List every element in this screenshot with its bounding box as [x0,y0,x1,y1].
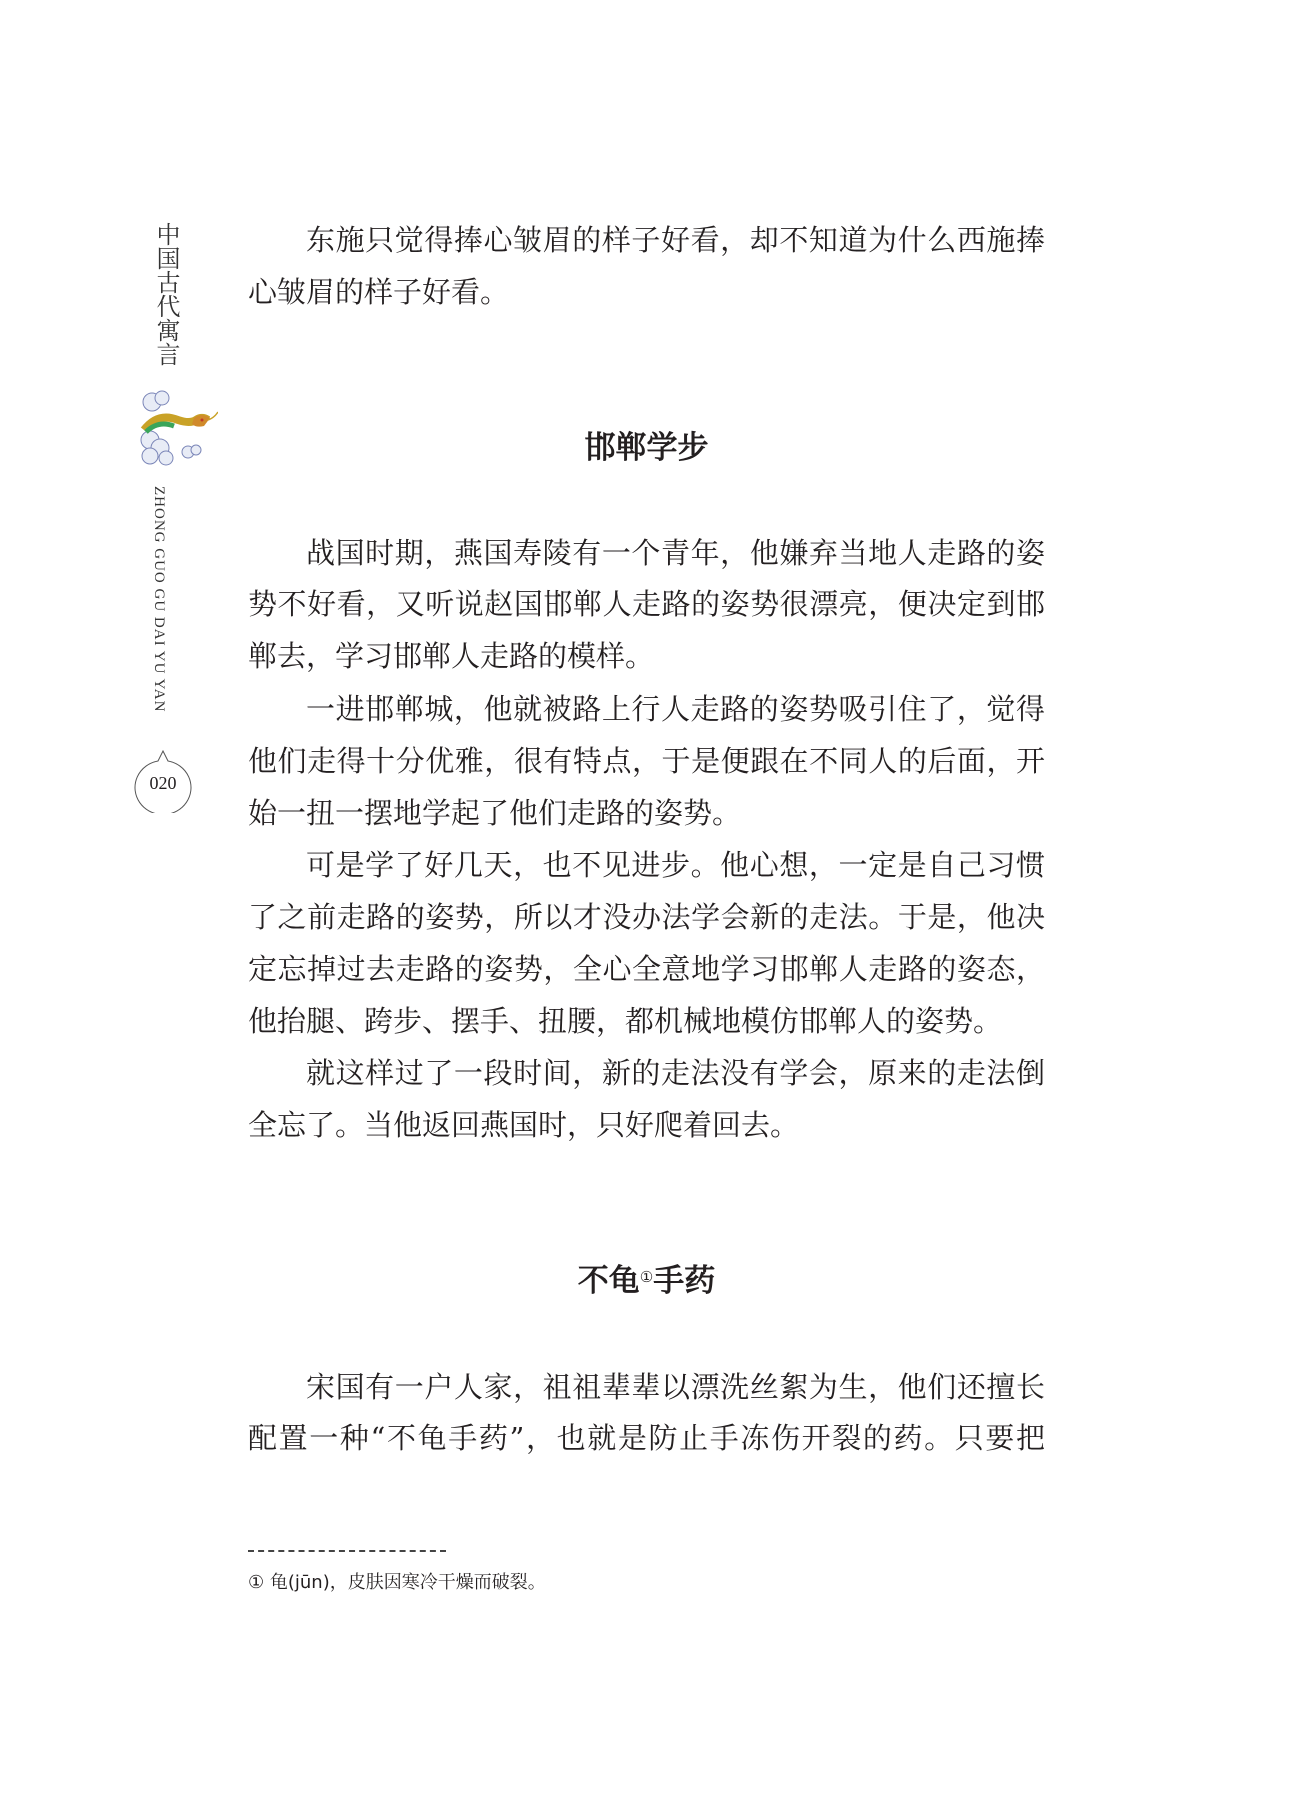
story-title-part: 不龟 [577,1263,640,1299]
footnote-divider [248,1550,446,1552]
paragraph-line: 可是学了好几天，也不见进步。他心想，一定是自己习惯 [306,848,1045,882]
footnote-marker[interactable]: ① [639,1268,654,1286]
paragraph-line: 了之前走路的姿势，所以才没办法学会新的走法。于是，他决 [248,900,1045,934]
story-title [248,1261,1045,1301]
paragraph-line: 心皱眉的样子好看。 [248,275,510,309]
page-number: 020 [149,773,177,793]
paragraph-line: 全忘了。当他返回燕国时，只好爬着回去。 [248,1108,800,1142]
paragraph-line: 就这样过了一段时间，新的走法没有学会，原来的走法倒 [306,1056,1045,1090]
paragraph-line: 一进邯郸城，他就被路上行人走路的姿势吸引住了，觉得 [306,692,1045,726]
paragraph-line: 东施只觉得捧心皱眉的样子好看，却不知道为什么西施捧 [306,223,1045,257]
paragraph-line: 战国时期，燕国寿陵有一个青年，他嫌弃当地人走路的姿 [306,536,1045,570]
book-title-vertical: 中国古代寓言 [152,222,180,366]
book-title-pinyin: ZHONG GUO GU DAI YU YAN [151,486,167,713]
footnote: ① 龟(jūn)，皮肤因寒冷干燥而破裂。 [248,1572,546,1593]
story-title: 邯郸学步 [584,430,709,466]
paragraph-line: 定忘掉过去走路的姿势，全心全意地学习邯郸人走路的姿态， [248,952,1045,986]
page-number-badge [134,757,192,815]
paragraph-line: 他们走得十分优雅，很有特点，于是便跟在不同人的后面，开 [248,744,1045,778]
paragraph-line: 始一扭一摆地学起了他们走路的姿势。 [248,796,742,830]
story-title-part: 手药 [653,1263,716,1299]
paragraph-line: 郸去，学习邯郸人走路的模样。 [248,639,655,673]
paragraph-line: 势不好看，又听说赵国邯郸人走路的姿势很漂亮，便决定到邯 [248,587,1045,621]
paragraph-line: 配置一种“不龟手药”，也就是防止手冻伤开裂的药。只要把 [248,1421,1045,1455]
dragon-illustration-icon [138,390,218,472]
paragraph-line: 他抬腿、跨步、摆手、扭腰，都机械地模仿邯郸人的姿势。 [248,1004,1003,1038]
paragraph-line: 宋国有一户人家，祖祖辈辈以漂洗丝絮为生，他们还擅长 [306,1370,1045,1404]
